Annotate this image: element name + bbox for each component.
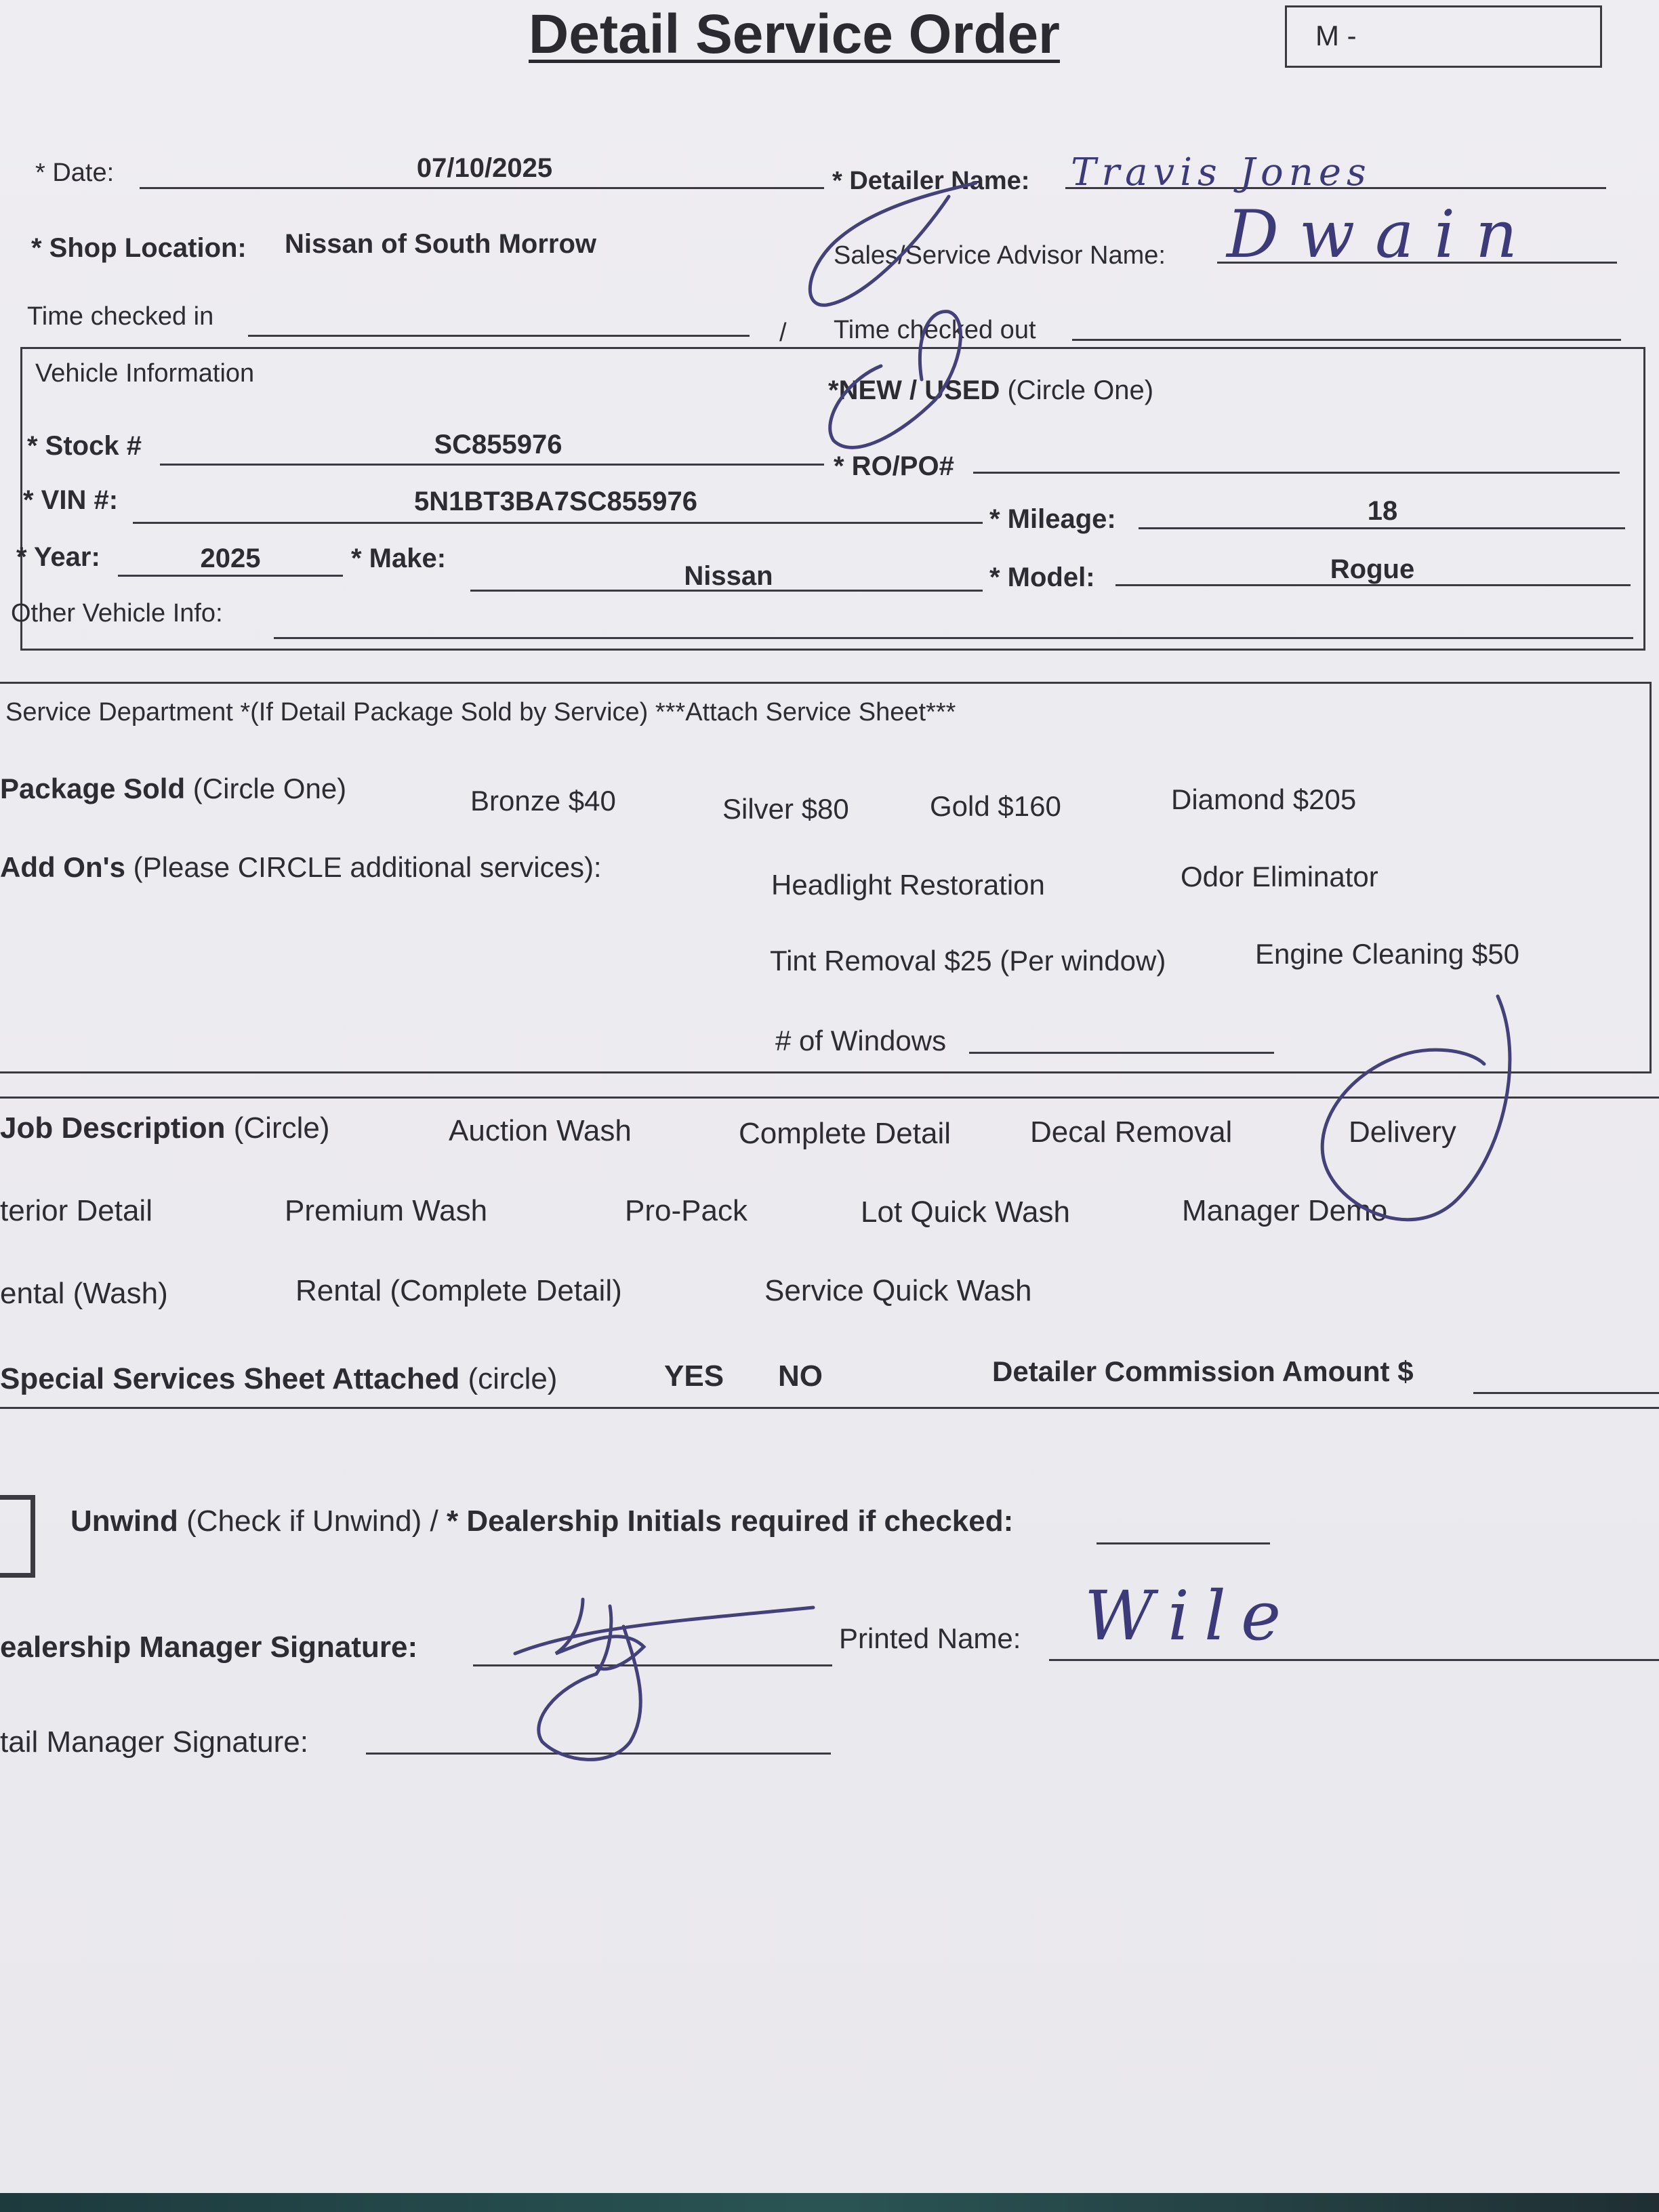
form-title: Detail Service Order — [529, 3, 1060, 65]
job-rental-wash: ental (Wash) — [0, 1277, 168, 1310]
special-yes: YES — [664, 1359, 724, 1393]
package-bronze: Bronze $40 — [470, 785, 616, 817]
package-diamond: Diamond $205 — [1171, 783, 1357, 815]
model-value: Rogue — [1330, 554, 1415, 584]
job-premium-wash: Premium Wash — [285, 1194, 488, 1227]
other-vehicle-label: Other Vehicle Info: — [11, 599, 223, 628]
time-out-label: Time checked out — [834, 316, 1036, 344]
package-hint: (Circle One) — [192, 773, 347, 804]
model-label: * Model: — [989, 562, 1095, 592]
advisor-label: Sales/Service Advisor Name: — [834, 241, 1166, 270]
mileage-label: * Mileage: — [989, 504, 1116, 534]
new-used-label: *NEW / USED — [828, 375, 1000, 405]
special-no: NO — [778, 1359, 823, 1393]
unwind-required-label: * Dealership Initials required if checked: — [447, 1504, 1014, 1538]
windows-label: # of Windows — [775, 1025, 947, 1057]
package-gold: Gold $160 — [930, 790, 1061, 822]
new-used-hint: (Circle One) — [1007, 375, 1154, 405]
make-value: Nissan — [684, 561, 773, 591]
addon-engine: Engine Cleaning $50 — [1255, 938, 1519, 970]
date-value: 07/10/2025 — [416, 153, 553, 183]
advisor-value: Dwain — [1227, 197, 1538, 272]
printed-name-value: Wile — [1084, 1576, 1296, 1656]
job-complete-detail: Complete Detail — [739, 1117, 951, 1150]
job-pro-pack: Pro-Pack — [625, 1194, 747, 1227]
service-header: Service Department *(If Detail Package Sold by Service) ***Attach Service Sheet*** — [5, 698, 956, 726]
year-label: * Year: — [16, 542, 100, 572]
job-hint: (Circle) — [233, 1111, 330, 1145]
shop-label: * Shop Location: — [31, 233, 247, 263]
addon-headlight: Headlight Restoration — [771, 869, 1045, 901]
job-auction-wash: Auction Wash — [449, 1114, 632, 1147]
time-slash: / — [779, 319, 787, 347]
addon-odor: Odor Eliminator — [1181, 861, 1378, 893]
make-label: * Make: — [351, 544, 447, 573]
detail-signature-label: tail Manager Signature: — [0, 1725, 308, 1759]
vin-label: * VIN #: — [23, 485, 119, 515]
detailer-label: * Detailer Name: — [832, 167, 1030, 195]
addons-hint: (Please CIRCLE additional services): — [133, 851, 602, 883]
job-delivery: Delivery — [1349, 1115, 1456, 1149]
new-used-circle-mark — [830, 312, 961, 448]
detailer-signature-value: Travis Jones — [1071, 150, 1372, 194]
stock-label: * Stock # — [27, 431, 142, 461]
commission-label: Detailer Commission Amount $ — [992, 1355, 1414, 1387]
package-silver: Silver $80 — [722, 793, 849, 825]
shop-value: Nissan of South Morrow — [285, 229, 596, 259]
advisor-circle-mark — [810, 183, 976, 305]
time-in-label: Time checked in — [27, 302, 214, 331]
date-label: * Date: — [35, 159, 115, 187]
vin-value: 5N1BT3BA7SC855976 — [413, 487, 697, 516]
unwind-label: Unwind — [70, 1504, 178, 1538]
job-lot-quick-wash: Lot Quick Wash — [861, 1195, 1070, 1229]
package-label: Package Sold — [0, 773, 186, 804]
job-decal-removal: Decal Removal — [1030, 1115, 1233, 1149]
addons-label: Add On's — [0, 851, 125, 883]
year-value: 2025 — [200, 544, 261, 573]
job-interior-detail: terior Detail — [0, 1194, 152, 1227]
manager-signature-label: ealership Manager Signature: — [0, 1631, 418, 1664]
job-rental-complete: Rental (Complete Detail) — [295, 1274, 622, 1307]
special-hint: (circle) — [468, 1362, 558, 1395]
stock-value: SC855976 — [434, 430, 562, 459]
job-manager-demo: Manager Demo — [1182, 1194, 1388, 1227]
mileage-value: 18 — [1367, 496, 1398, 526]
job-label: Job Description — [0, 1111, 226, 1145]
job-service-quick-wash: Service Quick Wash — [764, 1274, 1032, 1307]
form-number: M - — [1315, 20, 1357, 52]
table-surface-edge — [0, 2193, 1659, 2212]
special-label: Special Services Sheet Attached — [0, 1362, 460, 1395]
vehicle-section-label: Vehicle Information — [35, 359, 255, 388]
addon-tint: Tint Removal $25 (Per window) — [770, 945, 1166, 977]
printed-name-label: Printed Name: — [839, 1622, 1021, 1654]
unwind-hint: (Check if Unwind) / — [186, 1504, 438, 1538]
ropo-label: * RO/PO# — [834, 451, 954, 481]
manager-signature-mark — [515, 1607, 813, 1654]
delivery-circle-mark — [1322, 996, 1510, 1220]
